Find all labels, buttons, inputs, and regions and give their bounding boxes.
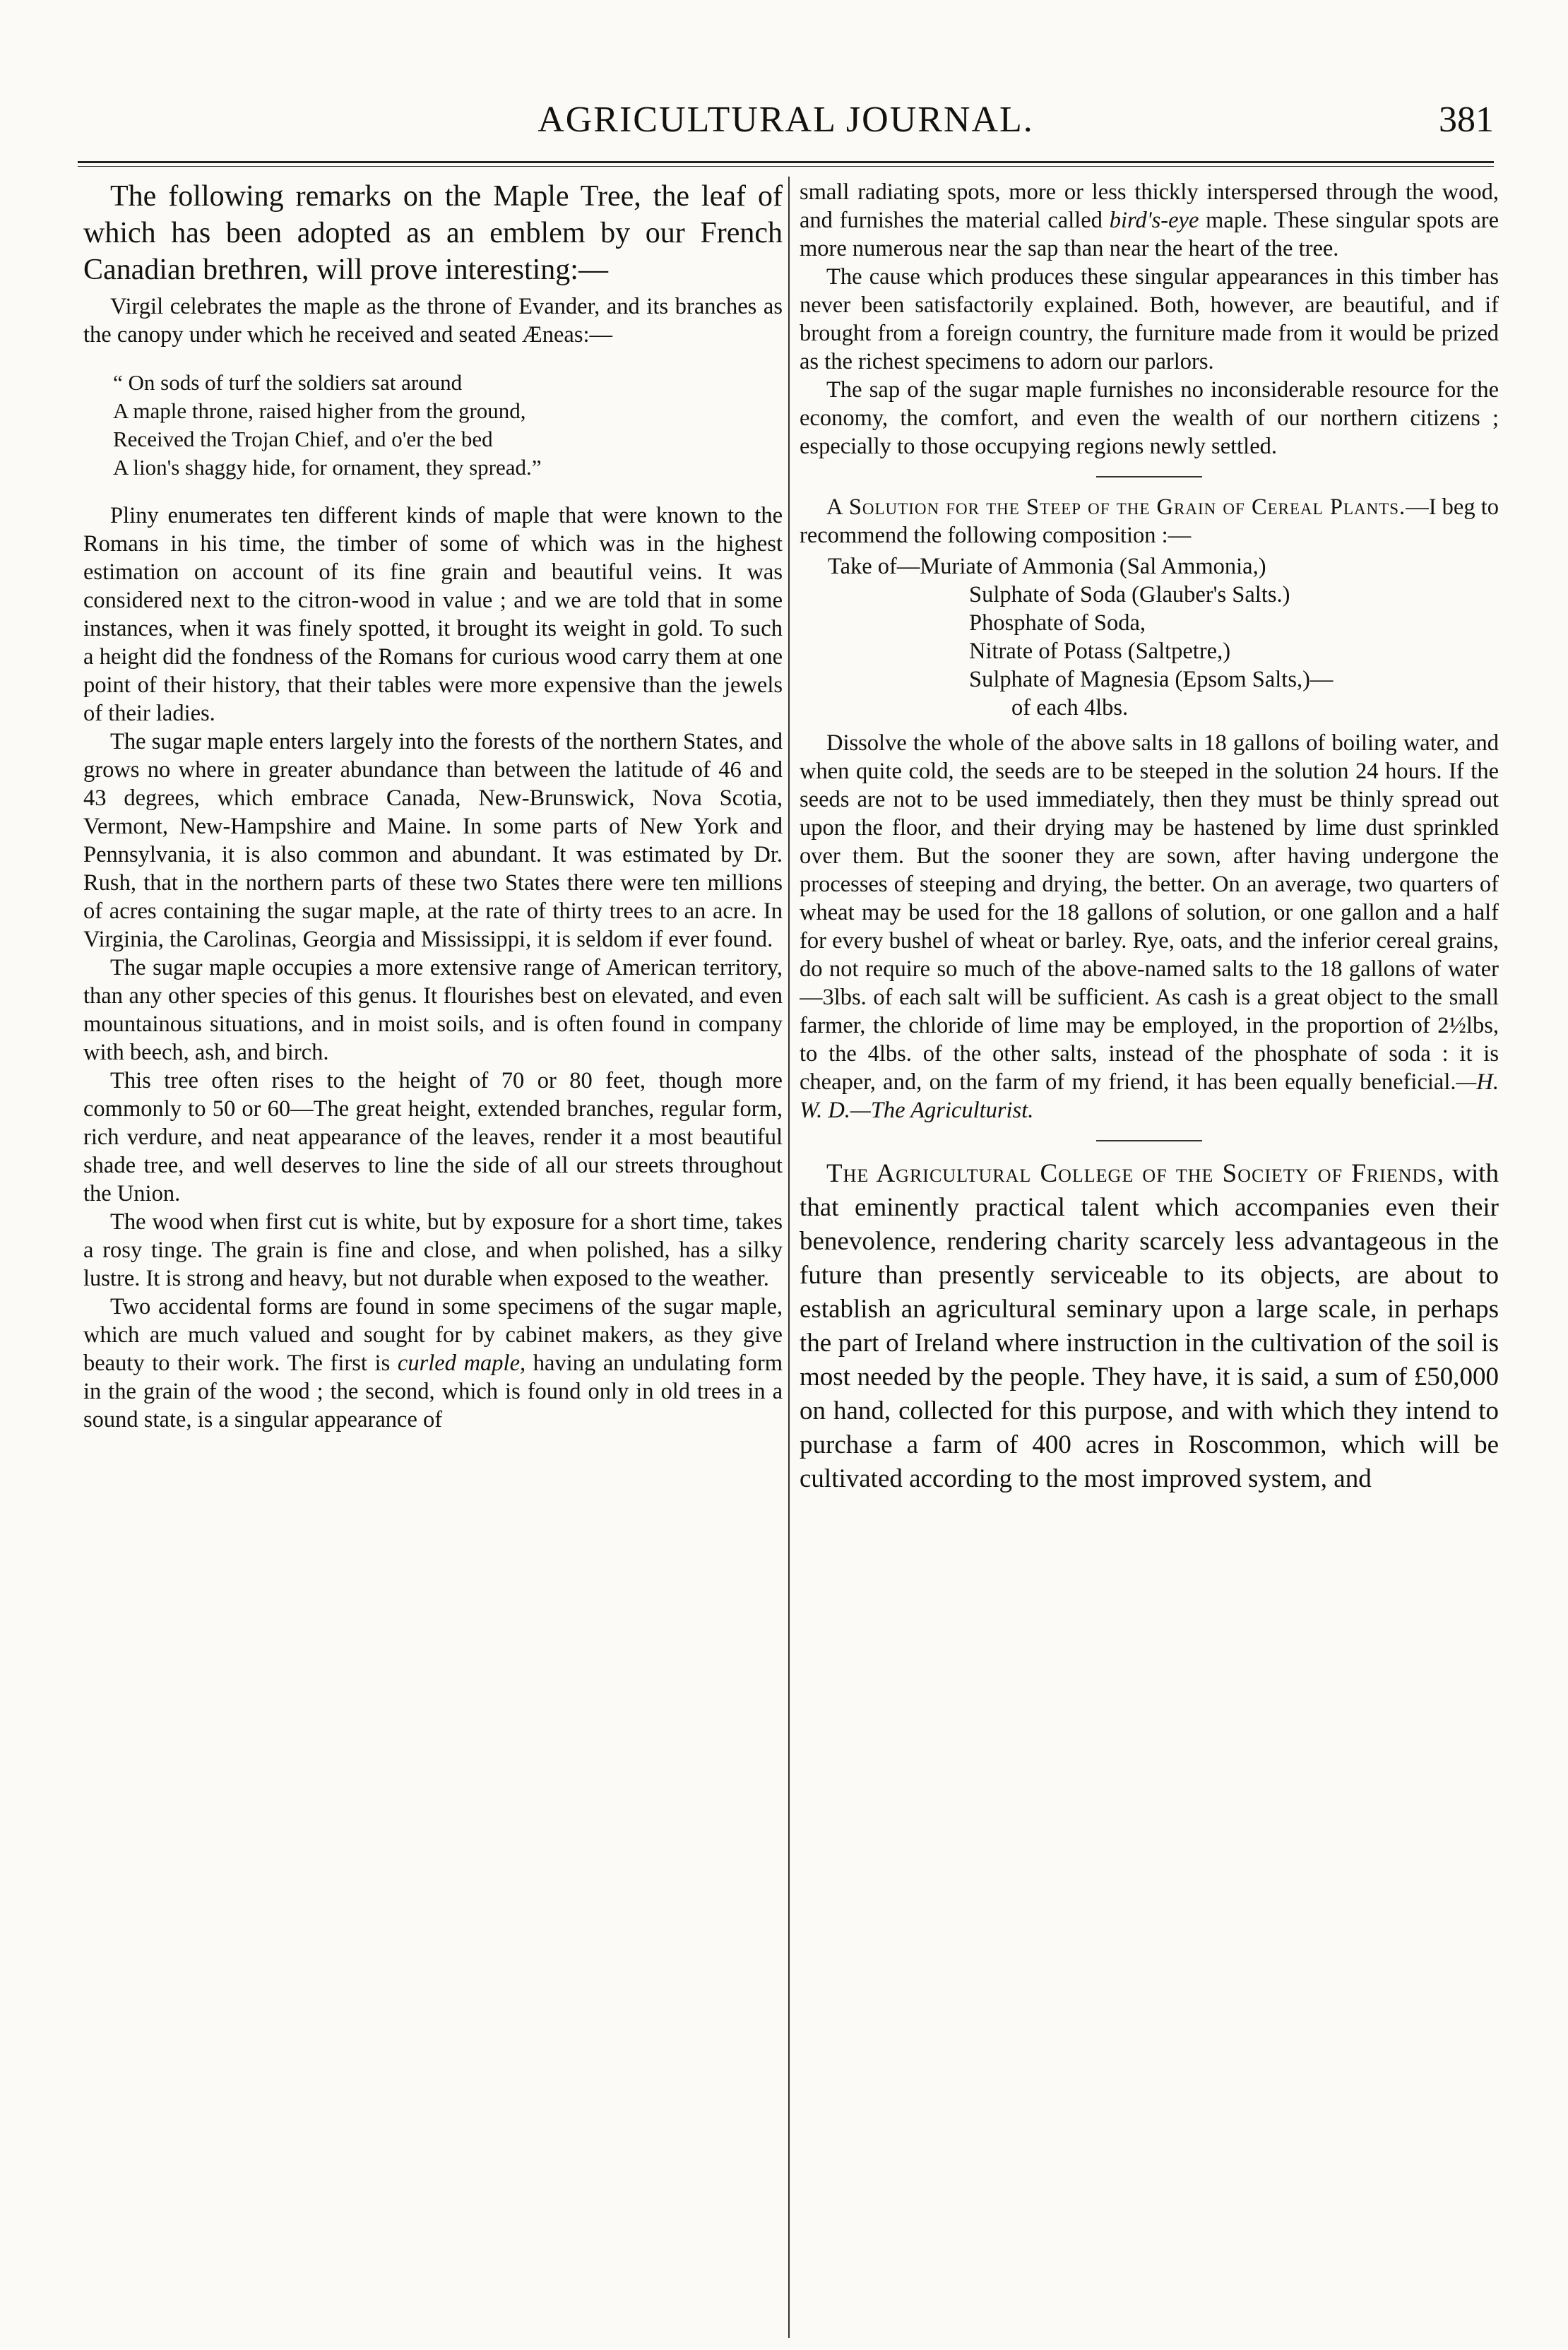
maple-pliny: Pliny enumerates ten different kinds of maple that were known to the Romans in his time, the timber of some of which was in the highest estimation on account of its fine grain and beautiful veins. It was considered next to the citron-wood in value ; and we are told that in some instances, when it was finely spotted, it brought its weight in gold. To such a height did the fondness of the Romans for curious wood carry them at one point of their history, that their tables were more expensive than the jewels of their ladies. xyxy=(83,503,783,726)
recipe-item: Sulphate of Magnesia (Epsom Salts,)— xyxy=(969,667,1334,692)
maple-forms-text-cont: having an undulating form in the grain of the wood ; the second, which is found only in old trees in a sound state, is a singular appearance of xyxy=(83,1351,783,1432)
maple-height: This tree often rises to the height of 70 or 80 feet, though more commonly to 50 or 60—The great height, extended branches, regular form, rich verdure, and neat appearance of the leaves, render it a most beautiful shade tree, and well deserves to line the side of all our streets throughout the Union. xyxy=(83,1068,783,1206)
recipe-item: Sulphate of Soda (Glauber's Salts.) xyxy=(969,582,1290,607)
maple-sugar-range: The sugar maple enters largely into the forests of the northern States, and grows no where in greater abundance than between the latitude of 46 and 43 degrees, which embrace Canada, New-Brunswick, Nova Scotia, Vermont, New-Hampshire and Maine. In some parts of New York and Pennsylvania, it is also common and abundant. It was estimated by Dr. Rush, that in the northern parts of these two States there were ten millions of acres containing the sugar maple, at the rate of thirty trees to an acre. In Virginia, the Carolinas, Georgia and Mississippi, it is seldom if ever found. xyxy=(83,729,783,952)
right-column xyxy=(800,178,1499,2332)
page-number: 381 xyxy=(1439,100,1494,140)
column-divider xyxy=(788,177,790,2338)
maple-intro: The following remarks on the Maple Tree, the leaf of which has been adopted as an emblem by our French Canadian brethren, will prove interesting:— xyxy=(83,180,783,286)
college-heading: The Agricultural College of the Society of Friends, xyxy=(826,1159,1444,1188)
maple-wood: The wood when first cut is white, but by exposure for a short time, takes a rosy tinge. The grain is fine and close, and when polished, has a silky lustre. It is strong and heavy, but not durable when exposed to the weather. xyxy=(83,1209,783,1291)
maple-cause: The cause which produces these singular appearances in this timber has never been satisfactorily explained. Both, however, are beautiful, and if brought from a foreign country, the furniture made from it would be prized as the richest specimens to adorn our parlors. xyxy=(800,264,1499,374)
maple-sugar-territory: The sugar maple occupies a more extensive range of American territory, than any other species of this genus. It flourishes best on elevated, and even mountainous situations, and in moist soils, and is often found in company with beech, ash, and birch. xyxy=(83,955,783,1065)
poem xyxy=(113,369,783,482)
section-divider xyxy=(1096,476,1202,477)
recipe-take: Take of— xyxy=(828,554,920,579)
curled-maple: curled maple, xyxy=(397,1351,526,1376)
maple-spots-text-cont: maple. These singular spots are more numerous near the sap than near the heart of the tree. xyxy=(800,208,1499,261)
recipe-item: Muriate of Ammonia (Sal Ammonia,) xyxy=(920,554,1266,579)
poem-line: Received the Trojan Chief, and o'er the bed xyxy=(113,427,493,451)
solution-heading: A Solution for the Steep of the Grain of Cereal Plants. xyxy=(826,494,1406,520)
left-column xyxy=(83,178,783,2332)
poem-line: A lion's shaggy hide, for ornament, they spread.” xyxy=(113,455,542,480)
recipe-list xyxy=(828,552,1499,722)
solution-signature: —H. W. D.—The Agriculturist. xyxy=(800,1069,1499,1123)
solution-intro-text: —I beg to recommend the following composition :— xyxy=(800,494,1499,548)
poem-line: A maple throne, raised higher from the ground, xyxy=(113,398,526,423)
solution-intro xyxy=(800,493,1499,550)
header-rule xyxy=(78,161,1494,167)
maple-sap: The sap of the sugar maple furnishes no inconsiderable resource for the economy, the comfort, and even the wealth of our northern citizens ; especially to those occupying regions newly settled. xyxy=(800,377,1499,459)
maple-forms-text: Two accidental forms are found in some specimens of the sugar maple, which are much valued and sought for by cabinet makers, as they give beauty to their work. The first is xyxy=(83,1294,783,1376)
recipe-each: of each 4lbs. xyxy=(1011,695,1129,720)
section-divider xyxy=(1096,1140,1202,1141)
maple-spots-text: small radiating spots, more or less thickly interspersed through the wood, and furnishes the material called xyxy=(800,179,1499,233)
maple-spots xyxy=(800,178,1499,263)
page-header xyxy=(78,99,1494,155)
recipe-line xyxy=(828,552,1499,581)
maple-forms xyxy=(83,1293,783,1434)
recipe-item: Nitrate of Potass (Saltpetre,) xyxy=(969,639,1231,664)
birds-eye: bird's-eye xyxy=(1109,208,1199,233)
solution-body-text: Dissolve the whole of the above salts in 18 gallons of boiling water, and when quite cold, the seeds are to be steeped in the solution 24 hours. If the seeds are not to be used immediately, then they must be thinly spread out upon the floor, and their drying may be hastened by lime dust sprinkled over them. But the sooner they are sown, after having undergone the processes of steeping and drying, the better. On an average, two quarters of wheat may be used for the 18 gallons of solution, or one gallon and a half for every bushel of wheat or barley. Rye, oats, and the inferior cereal grains, do not require so much of the above-named salts to the 18 gallons of water—3lbs. of each salt will be sufficient. As cash is a great object to the small farmer, the chloride of lime may be employed, in the proportion of 2½lbs, to the 4lbs. of the other salts, instead of the phosphate of soda : it is cheaper, and, on the farm of my friend, it has been equally beneficial. xyxy=(800,730,1499,1095)
running-title: AGRICULTURAL JOURNAL. xyxy=(537,100,1034,140)
maple-virgil: Virgil celebrates the maple as the throne of Evander, and its branches as the canopy under which he received and seated Æneas:— xyxy=(83,294,783,348)
college-paragraph xyxy=(800,1157,1499,1496)
solution-body xyxy=(800,729,1499,1124)
poem-line: “ On sods of turf the soldiers sat around xyxy=(113,370,463,395)
recipe-item: Phosphate of Soda, xyxy=(969,610,1146,636)
college-body: with that eminently practical talent which accompanies even their benevolence, rendering charity scarcely less advantageous in the future than presently serviceable to its objects, are about to establish an agricultural seminary upon a large scale, in perhaps the part of Ireland where instruction in the cultivation of the soil is most needed by the people. They have, it is said, a sum of £50,000 on hand, collected for this purpose, and with which they intend to purchase a farm of 400 acres in Roscommon, which will be cultivated according to the most improved system, and xyxy=(800,1159,1499,1493)
